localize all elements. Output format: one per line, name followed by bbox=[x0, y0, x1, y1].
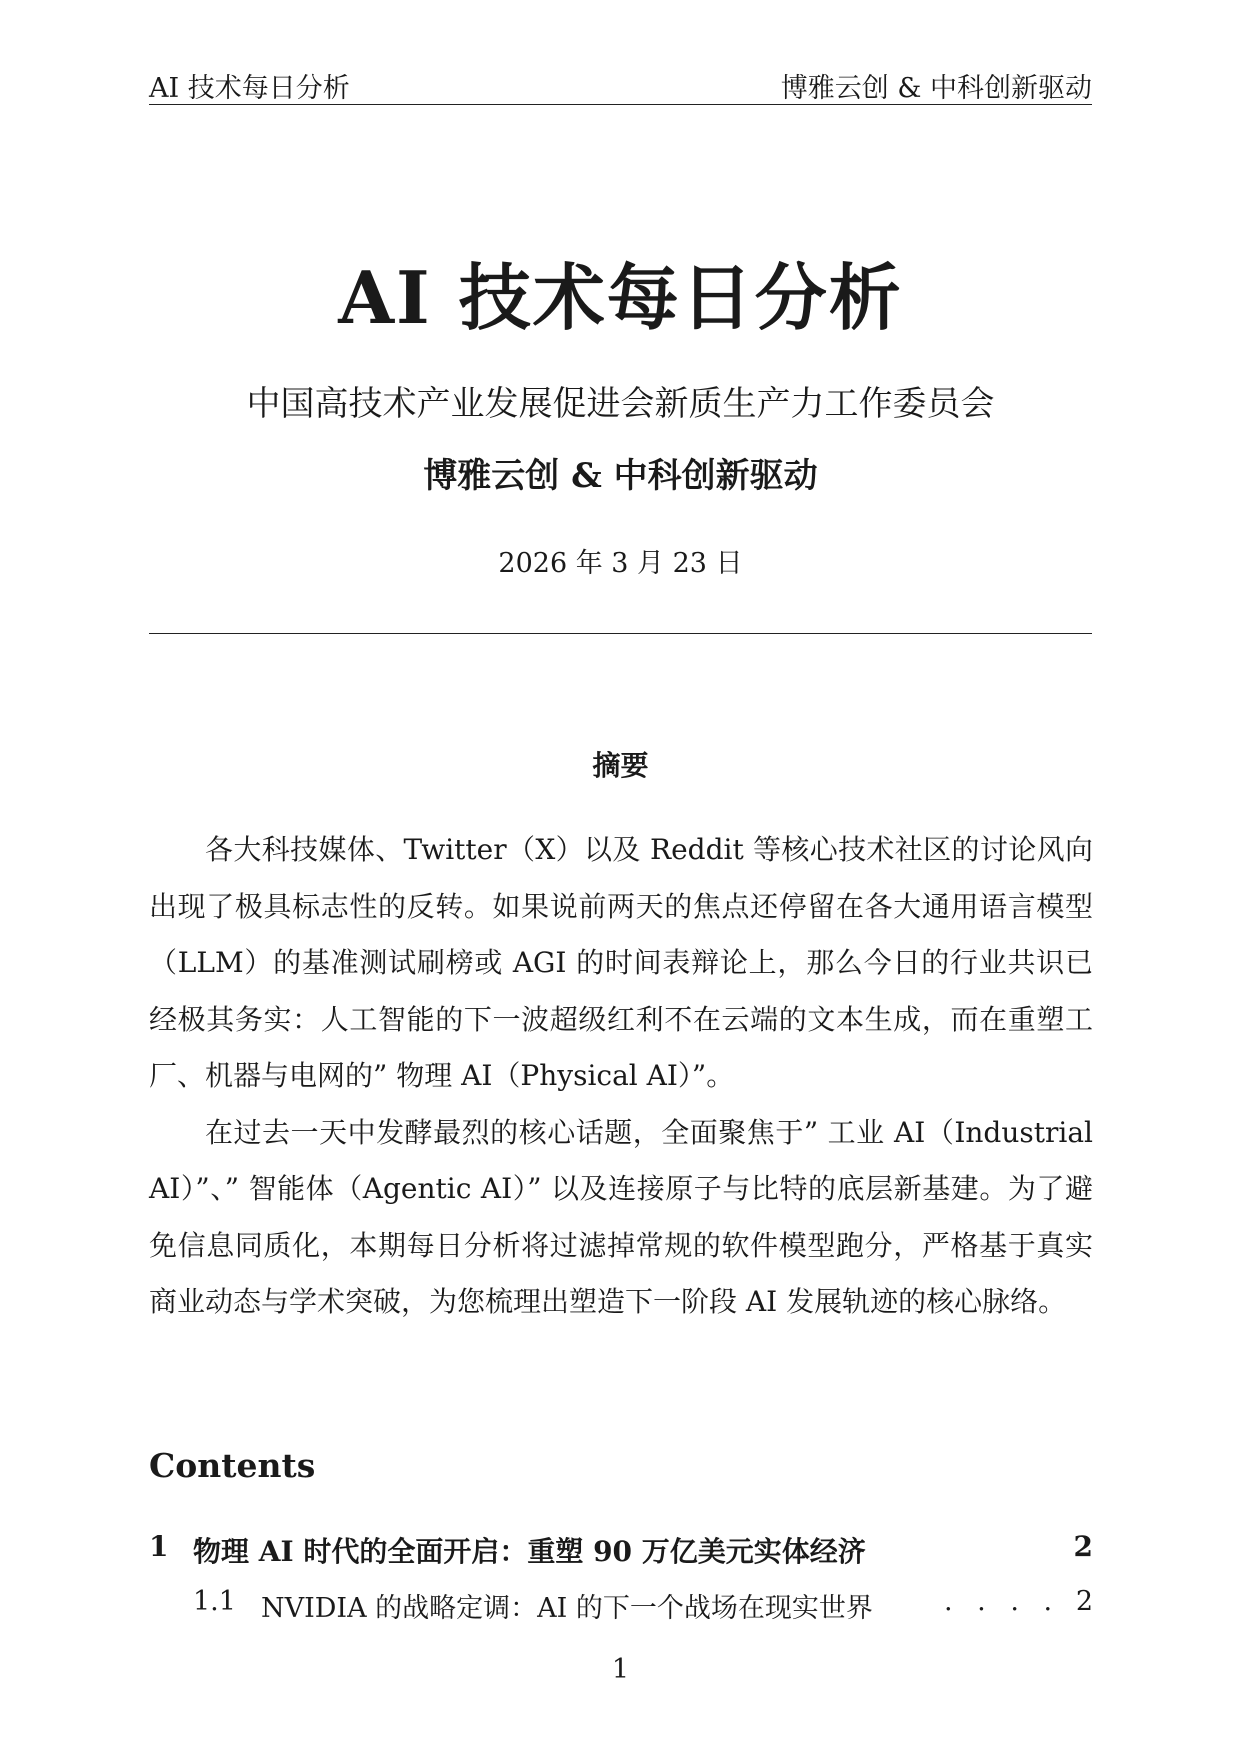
toc-entry-title[interactable]: 物理 AI 时代的全面开启：重塑 90 万亿美元实体经济 bbox=[193, 1535, 866, 1568]
organization: 中国高技术产业发展促进会新质生产力工作委员会 bbox=[246, 384, 995, 424]
date: 2026 年 3 月 23 日 bbox=[498, 548, 743, 579]
document-title: AI 技术每日分析 bbox=[338, 255, 903, 340]
toc-leader-dots: . . . . bbox=[944, 1586, 1061, 1617]
toc-entry-page[interactable]: 2 bbox=[1075, 1586, 1093, 1617]
header-right-author: 博雅云创 & 中科创新驱动 bbox=[780, 73, 1092, 104]
contents-heading: Contents bbox=[149, 1446, 316, 1485]
toc-entry-page[interactable]: 2 bbox=[1073, 1530, 1093, 1563]
abstract-paragraph: 在过去一天中发酵最烈的核心话题，全面聚焦于” 工业 AI（Industrial AI）”、” 智能体（Agentic AI）” 以及连接原子与比特的底层新基建。为了避免信息同质化，本期每日分析将过滤掉常规的软件模型跑分，严格基于真实商业动态与学术突破，为您梳理出塑造下一阶段 AI 发展轨迹的核心脉络。 bbox=[149, 1115, 1093, 1318]
abstract-heading: 摘要 bbox=[592, 749, 649, 782]
header-left-title: AI 技术每日分析 bbox=[149, 73, 350, 104]
toc-entry-title[interactable]: NVIDIA 的战略定调：AI 的下一个战场在现实世界 bbox=[261, 1593, 873, 1624]
running-header bbox=[149, 66, 1092, 105]
page-number: 1 bbox=[611, 1654, 630, 1685]
abstract-body bbox=[149, 822, 1093, 1331]
abstract-paragraph: 各大科技媒体、Twitter（X）以及 Reddit 等核心技术社区的讨论风向出现了极具标志性的反转。如果说前两天的焦点还停留在各大通用语言模型（LLM）的基准测试刷榜或 AGI 的时间表辩论上，那么今日的行业共识已经极其务实：人工智能的下一波超级红利不在云端的文本生成，而在重塑工厂、机器与电网的” 物理 AI（Physical AI）”。 bbox=[149, 833, 1093, 1092]
author: 博雅云创 & 中科创新驱动 bbox=[423, 456, 818, 496]
toc-entry-number: 1.1 bbox=[193, 1586, 236, 1617]
toc-entry-number: 1 bbox=[149, 1530, 169, 1563]
title-divider bbox=[149, 633, 1092, 634]
